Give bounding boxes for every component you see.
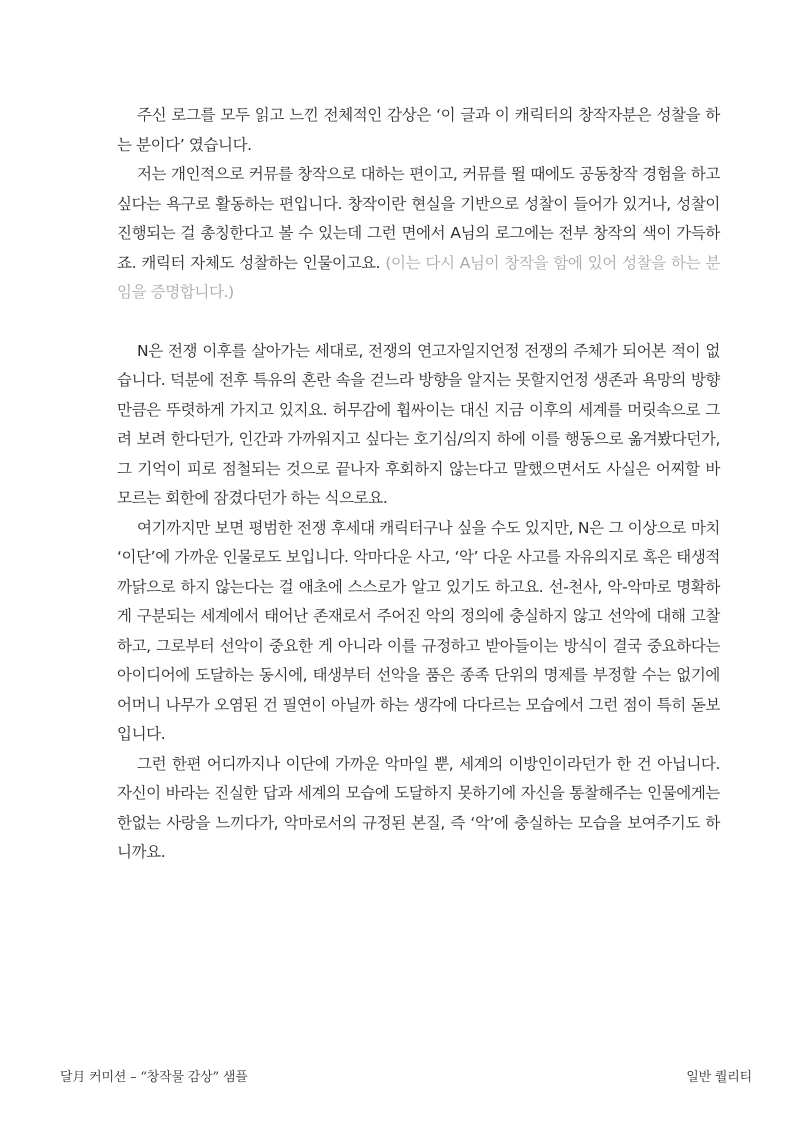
footer-title: 달月 커미션 – “창작물 감상” 샘플: [60, 1070, 248, 1085]
page-footer: [60, 1066, 752, 1085]
paragraph-impression: 주신 로그를 모두 읽고 느낀 전체적인 감상은 ‘이 글과 이 캐릭터의 창작자분은 성찰을 하는 분이다’ 였습니다.: [117, 106, 720, 154]
paragraph-creation-view: [117, 160, 720, 308]
section-gap: [117, 308, 720, 337]
paragraph-creation-text: 저는 개인적으로 커뮤를 창작으로 대하는 편이고, 커뮤를 뛸 때에도 공동창작 경험을 하고 싶다는 욕구로 활동하는 편입니다. 창작이란 현실을 기반으로 성찰이 들어가 있거나, 성찰이 진행되는 걸 총칭한다고 볼 수 있는데 그런 면에서 A님의 로그에는 전부 창작의 색이 가득하죠. 캐릭터 자체도 성찰하는 인물이고요.: [117, 165, 720, 272]
document-body: [117, 101, 720, 868]
paragraph-character-generation: N은 전쟁 이후를 살아가는 세대로, 전쟁의 연고자일지언정 전쟁의 주체가 되어본 적이 없습니다. 덕분에 전후 특유의 혼란 속을 걷느라 방향을 알지는 못할지언정 생존과 욕망의 방향만큼은 뚜렷하게 가지고 있지요. 허무감에 휩싸이는 대신 지금 이후의 세계를 머릿속으로 그려 보려 한다던가, 인간과 가까워지고 싶다는 호기심/의지 하에 이를 행동으로 옮겨봤다던가, 그 기억이 피로 점철되는 것으로 끝나자 후회하지 않는다고 말했으면서도 사실은 어찌할 바 모르는 회한에 잠겼다던가 하는 식으로요.: [117, 341, 720, 507]
footer-quality-label: 일반 퀄리티: [686, 1070, 752, 1085]
paragraph-conclusion: 그런 한편 어디까지나 이단에 가까운 악마일 뿐, 세계의 이방인이라던가 한 건 아닙니다. 자신이 바라는 진실한 답과 세계의 모습에 도달하지 못하기에 자신을 통찰해주는 인물에게는 한없는 사랑을 느끼다가, 악마로서의 규정된 본질, 즉 ‘악’에 충실하는 모습을 보여주기도 하니까요.: [117, 754, 720, 861]
parenthetical-note: (이는 다시 A님이 창작을 함에 있어 성찰을 하는 분임을 증명합니다.): [117, 253, 720, 301]
paragraph-heresy: 여기까지만 보면 평범한 전쟁 후세대 캐릭터구나 싶을 수도 있지만, N은 그 이상으로 마치 ‘이단’에 가까운 인물로도 보입니다. 악마다운 사고, ‘악’ 다운 사고를 자유의지로 혹은 태생적 까닭으로 하지 않는다는 걸 애초에 스스로가 알고 있기도 하고요. 선-천사, 악-악마로 명확하게 구분되는 세계에서 태어난 존재로서 주어진 악의 정의에 충실하지 않고 선악에 대해 고찰하고, 그로부터 선악이 중요한 게 아니라 이를 규정하고 받아들이는 방식이 결국 중요하다는 아이디어에 도달하는 동시에, 태생부터 선악을 품은 종족 단위의 명제를 부정할 수는 없기에 어머니 나무가 오염된 건 필연이 아닐까 하는 생각에 다다르는 모습에서 그런 점이 특히 돋보입니다.: [117, 518, 720, 743]
